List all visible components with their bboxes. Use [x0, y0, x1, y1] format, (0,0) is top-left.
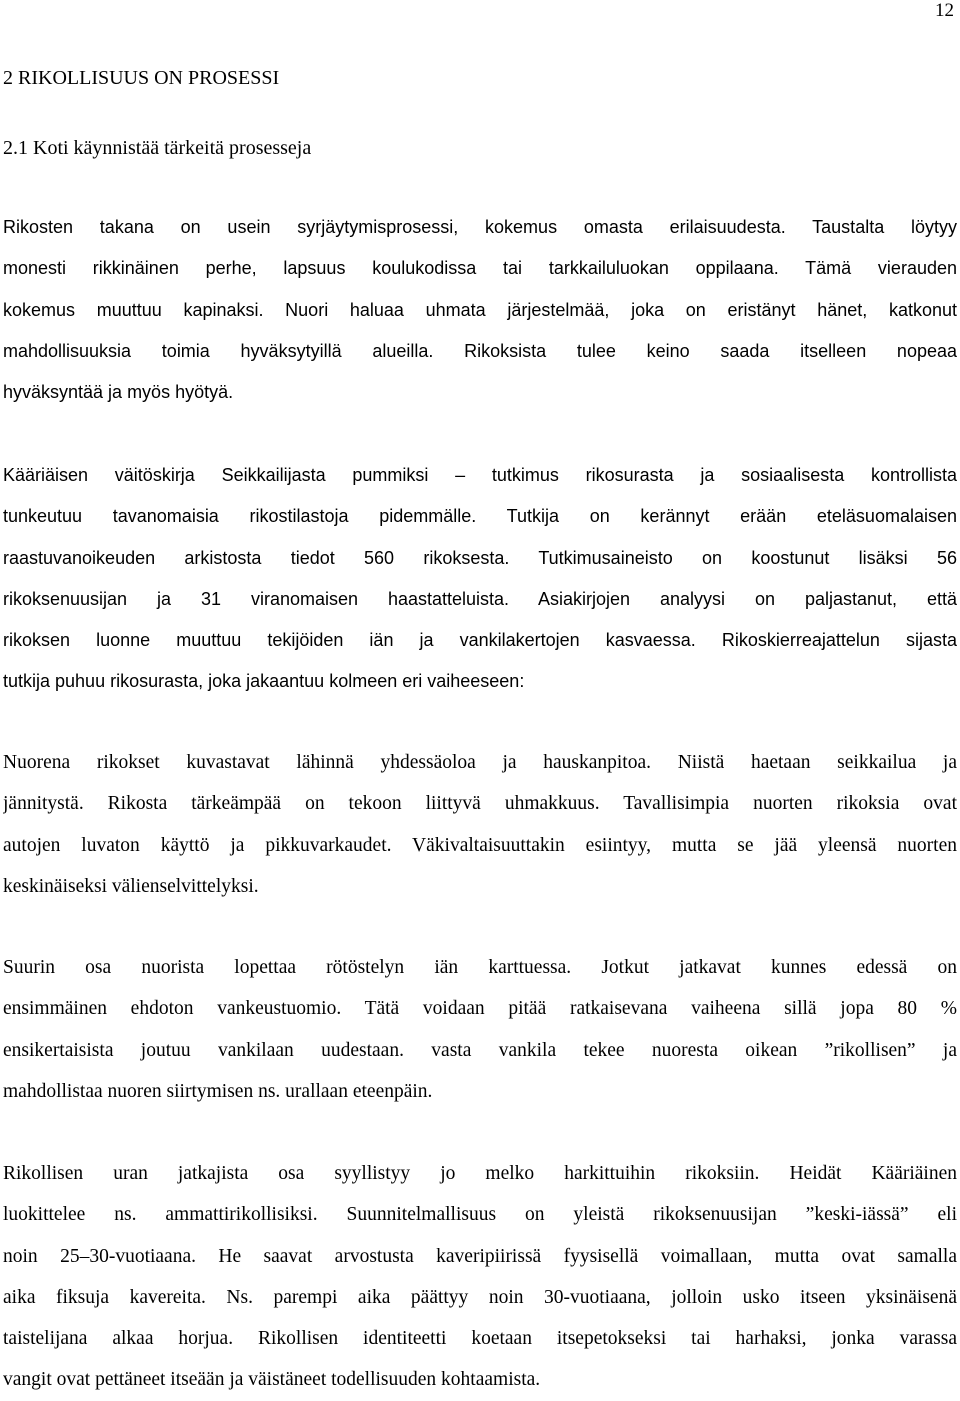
paragraph-line: keskinäiseksi välienselvittelyksi.: [3, 875, 259, 897]
paragraph-line: aika fiksuja kavereita. Ns. parempi aika päättyy noin 30-vuotiaana, jolloin usko itseen yksinäisenä: [3, 1286, 957, 1308]
section-heading: 2.1 Koti käynnistää tärkeitä prosesseja: [3, 137, 312, 159]
paragraph-line: hyväksyntää ja myös hyötyä.: [3, 382, 234, 403]
paragraph-line: tunkeutuu tavanomaisia rikostilastoja pidemmälle. Tutkija on kerännyt erään eteläsuomalaisen: [3, 506, 957, 527]
paragraph-line: autojen luvaton käyttö ja pikkuvarkaudet. Väkivaltaisuuttakin esiintyy, mutta se jää yleensä nuorten: [3, 834, 957, 856]
paragraph-line: taistelijana alkaa horjua. Rikollisen identiteetti koetaan itsepetokseksi tai harhaksi, jonka varassa: [3, 1328, 957, 1350]
paragraph-line: vangit ovat pettäneet itseään ja väistäneet todellisuuden kohtaamista.: [3, 1369, 541, 1391]
paragraph-line: noin 25–30-vuotiaana. He saavat arvostusta kaveripiirissä fyysisellä voimallaan, mutta ovat samalla: [3, 1245, 957, 1267]
paragraph-line: raastuvanoikeuden arkistosta tiedot 560 rikoksesta. Tutkimusaineisto on koostunut lisäksi 56: [3, 547, 957, 568]
paragraph-line: Nuorena rikokset kuvastavat lähinnä yhdessäoloa ja hauskanpitoa. Niistä haetaan seikkailua ja: [3, 752, 957, 773]
paragraph-line: mahdollistaa nuoren siirtymisen ns. urallaan eteenpäin.: [3, 1080, 433, 1102]
paragraph-line: Suurin osa nuorista lopettaa rötöstelyn iän karttuessa. Jotkut jatkavat kunnes edessä on: [3, 957, 957, 978]
paragraph-line: luokittelee ns. ammattirikollisiksi. Suunnitelmallisuus on yleistä rikoksenuusijan ”keski-iässä” eli: [3, 1204, 957, 1226]
paragraph-line: Rikollisen uran jatkajista osa syyllistyy jo melko harkittuihin rikoksiin. Heidät Kääriäinen: [3, 1163, 957, 1184]
paragraph-career-phase: [3, 1153, 957, 1401]
paragraph-line: Rikosten takana on usein syrjäytymisprosessi, kokemus omasta erilaisuudesta. Taustalta löytyy: [3, 217, 957, 237]
paragraph-line: rikoksen luonne muuttuu tekijöiden iän ja vankilakertojen kasvaessa. Rikoskierreajattelun sijasta: [3, 630, 957, 651]
paragraph-line: ensikertaisista joutuu vankilaan uudestaan. vasta vankila tekee nuoresta oikean ”rikollisen” ja: [3, 1039, 957, 1061]
page-number: 12: [935, 0, 954, 21]
paragraph-prison-phase: [3, 947, 957, 1112]
paragraph-line: monesti rikkinäinen perhe, lapsuus koulukodissa tai tarkkailuluokan oppilaana. Tämä vierauden: [3, 258, 957, 279]
paragraph-dissertation: [3, 455, 957, 703]
paragraph-line: rikoksenuusijan ja 31 viranomaisen haastatteluista. Asiakirjojen analyysi on paljastanut, että: [3, 588, 957, 609]
chapter-heading: 2 RIKOLLISUUS ON PROSESSI: [3, 67, 280, 89]
paragraph-intro: [3, 207, 957, 413]
paragraph-line: tutkija puhuu rikosurasta, joka jakaantuu kolmeen eri vaiheeseen:: [3, 671, 525, 692]
paragraph-line: ensimmäinen ehdoton vankeustuomio. Tätä voidaan pitää ratkaisevana vaiheena sillä jopa 80 %: [3, 998, 957, 1020]
paragraph-line: mahdollisuuksia toimia hyväksytyillä alueilla. Rikoksista tulee keino saada itselleen nopeaa: [3, 340, 957, 361]
paragraph-line: kokemus muuttuu kapinaksi. Nuori haluaa uhmata järjestelmää, joka on eristänyt hänet, katkonut: [3, 299, 957, 320]
paragraph-youth-phase: [3, 742, 957, 907]
paragraph-line: jännitystä. Rikosta tärkeämpää on tekoon liittyvä uhmakkuus. Tavallisimpia nuorten rikoksia ovat: [3, 793, 957, 815]
paragraph-line: Kääriäisen väitöskirja Seikkailijasta pummiksi – tutkimus rikosurasta ja sosiaalisesta kontrollista: [3, 465, 957, 485]
